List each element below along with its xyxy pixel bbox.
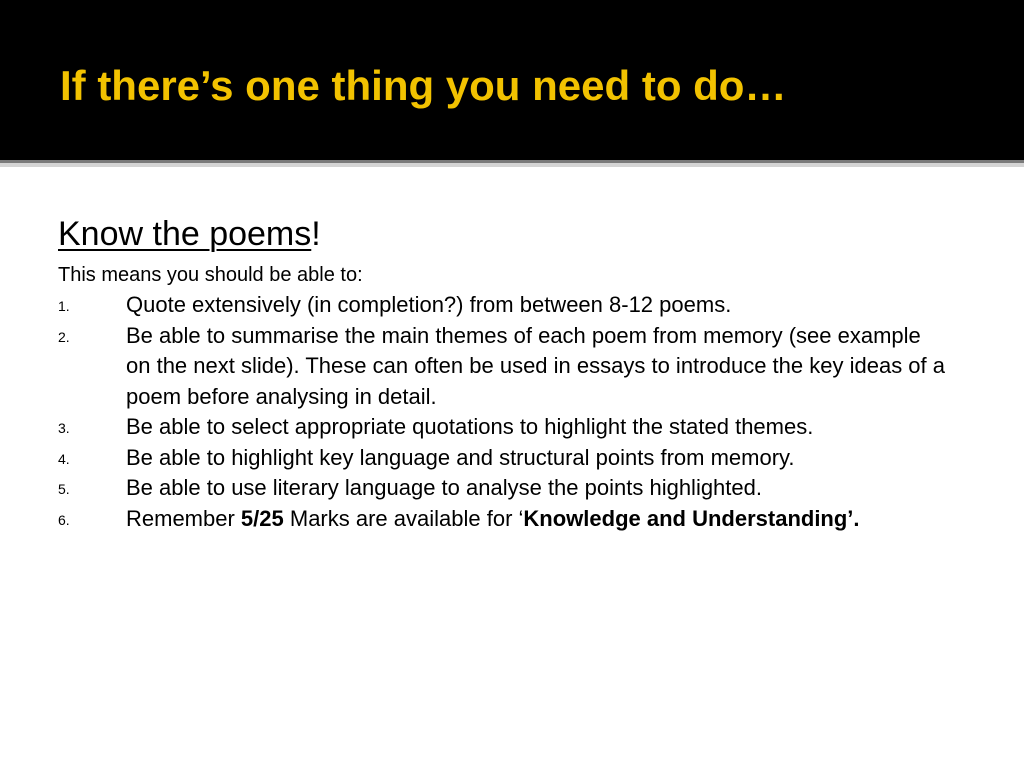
list-item-text-middle: Marks are available for ‘	[283, 505, 524, 531]
list-item-number: 5.	[58, 481, 70, 497]
numbered-list	[58, 290, 958, 534]
list-item-text: Quote extensively (in completion?) from between 8-12 poems.	[126, 292, 732, 317]
list-item	[58, 321, 946, 413]
list-item-text: Be able to highlight key language and structural points from memory.	[126, 444, 795, 470]
list-item-text: Be able to select appropriate quotations to highlight the stated themes.	[126, 414, 814, 439]
title-bar	[0, 0, 1024, 160]
slide-body	[58, 208, 958, 534]
list-item-number: 3.	[58, 420, 70, 436]
body-heading	[58, 208, 958, 260]
title-divider-shadow	[0, 163, 1024, 167]
list-item	[58, 290, 946, 321]
list-item-number: 4.	[58, 450, 70, 467]
list-item-text-lead: Remember	[126, 505, 241, 531]
heading-exclamation: !	[311, 215, 321, 253]
list-item-number: 1.	[58, 298, 70, 314]
intro-text: This means you should be able to:	[58, 264, 363, 286]
list-item	[58, 412, 946, 443]
list-item-number: 6.	[58, 511, 70, 528]
list-item-text: Be able to use literary language to analyse the points highlighted.	[126, 475, 762, 500]
marks-fraction: 5/25	[240, 505, 284, 531]
list-item	[58, 473, 946, 504]
know-the-poems-link[interactable]: Know the poems	[58, 215, 312, 253]
slide-title: If there’s one thing you need to do…	[60, 62, 787, 109]
knowledge-understanding-phrase: Knowledge and Understanding’.	[523, 505, 860, 531]
list-item-number: 2.	[58, 328, 70, 345]
list-item	[58, 443, 946, 474]
list-item-text: Be able to summarise the main themes of each poem from memory (see example on the next slide). These can often be used in essays to introduce the key ideas of a poem before analysing in detail.	[126, 322, 945, 409]
list-item	[58, 504, 946, 535]
